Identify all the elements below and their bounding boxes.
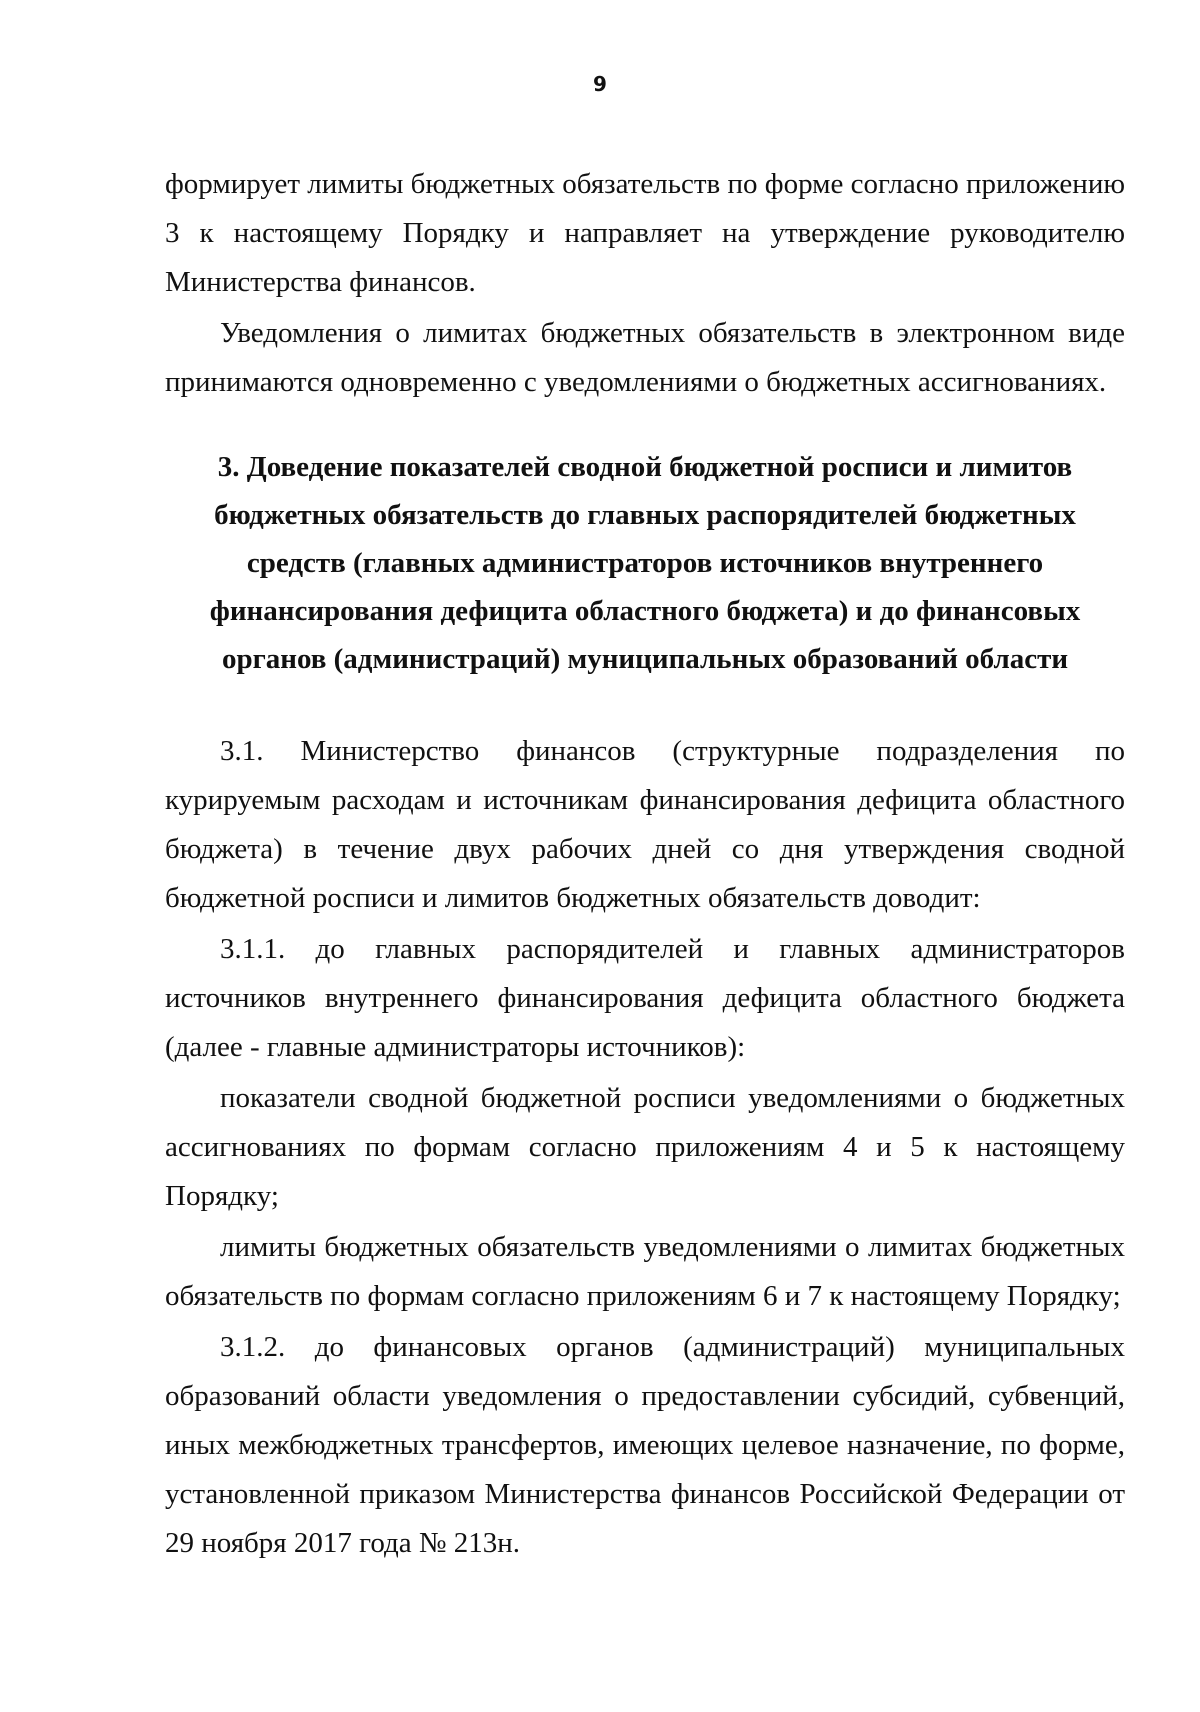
section-heading-line: органов (администраций) муниципальных образований области [221, 643, 1069, 675]
paragraph-indicators: показатели сводной бюджетной росписи уведомлениями о бюджетных ассигнованиях по формам согласно приложениям 4 и 5 к настоящему Порядку; [165, 1082, 1125, 1212]
paragraph-3-1-2: 3.1.2. до финансовых органов (администраций) муниципальных образований области уведомления о предоставлении субсидий, субвенций, иных межбюджетных трансфертов, имеющих целевое назначение, по форме, установленной приказом Министерства финансов Российской Федерации от 29 ноября 2017 года № 213н. [165, 1331, 1125, 1559]
section-heading-line: 3. Доведение показателей сводной бюджетной росписи и лимитов [217, 451, 1073, 483]
paragraph-notifications: Уведомления о лимитах бюджетных обязательств в электронном виде принимаются одновременно с уведомлениями о бюджетных ассигнованиях. [165, 317, 1125, 398]
paragraph-3-1-1: 3.1.1. до главных распорядителей и главных администраторов источников внутреннего финансирования дефицита областного бюджета (далее - главные администраторы источников): [165, 933, 1125, 1063]
page-number: 9 [593, 72, 607, 96]
paragraph-3-1: 3.1. Министерство финансов (структурные подразделения по курируемым расходам и источникам финансирования дефицита областного бюджета) в течение двух рабочих дней со дня утверждения сводной бюджетной росписи и лимитов бюджетных обязательств доводит: [165, 735, 1125, 914]
section-heading [165, 443, 1125, 683]
section-heading-line: средств (главных администраторов источников внутреннего [246, 547, 1044, 579]
document-body [165, 160, 1125, 1568]
section-heading-line: финансирования дефицита областного бюджета) и до финансовых [209, 595, 1081, 627]
paragraph-continuation: формирует лимиты бюджетных обязательств по форме согласно приложению 3 к настоящему Порядку и направляет на утверждение руководителю Министерства финансов. [165, 168, 1125, 298]
section-heading-line: бюджетных обязательств до главных распорядителей бюджетных [214, 499, 1076, 531]
paragraph-limits: лимиты бюджетных обязательств уведомлениями о лимитах бюджетных обязательств по формам согласно приложениям 6 и 7 к настоящему Порядку; [165, 1231, 1125, 1312]
